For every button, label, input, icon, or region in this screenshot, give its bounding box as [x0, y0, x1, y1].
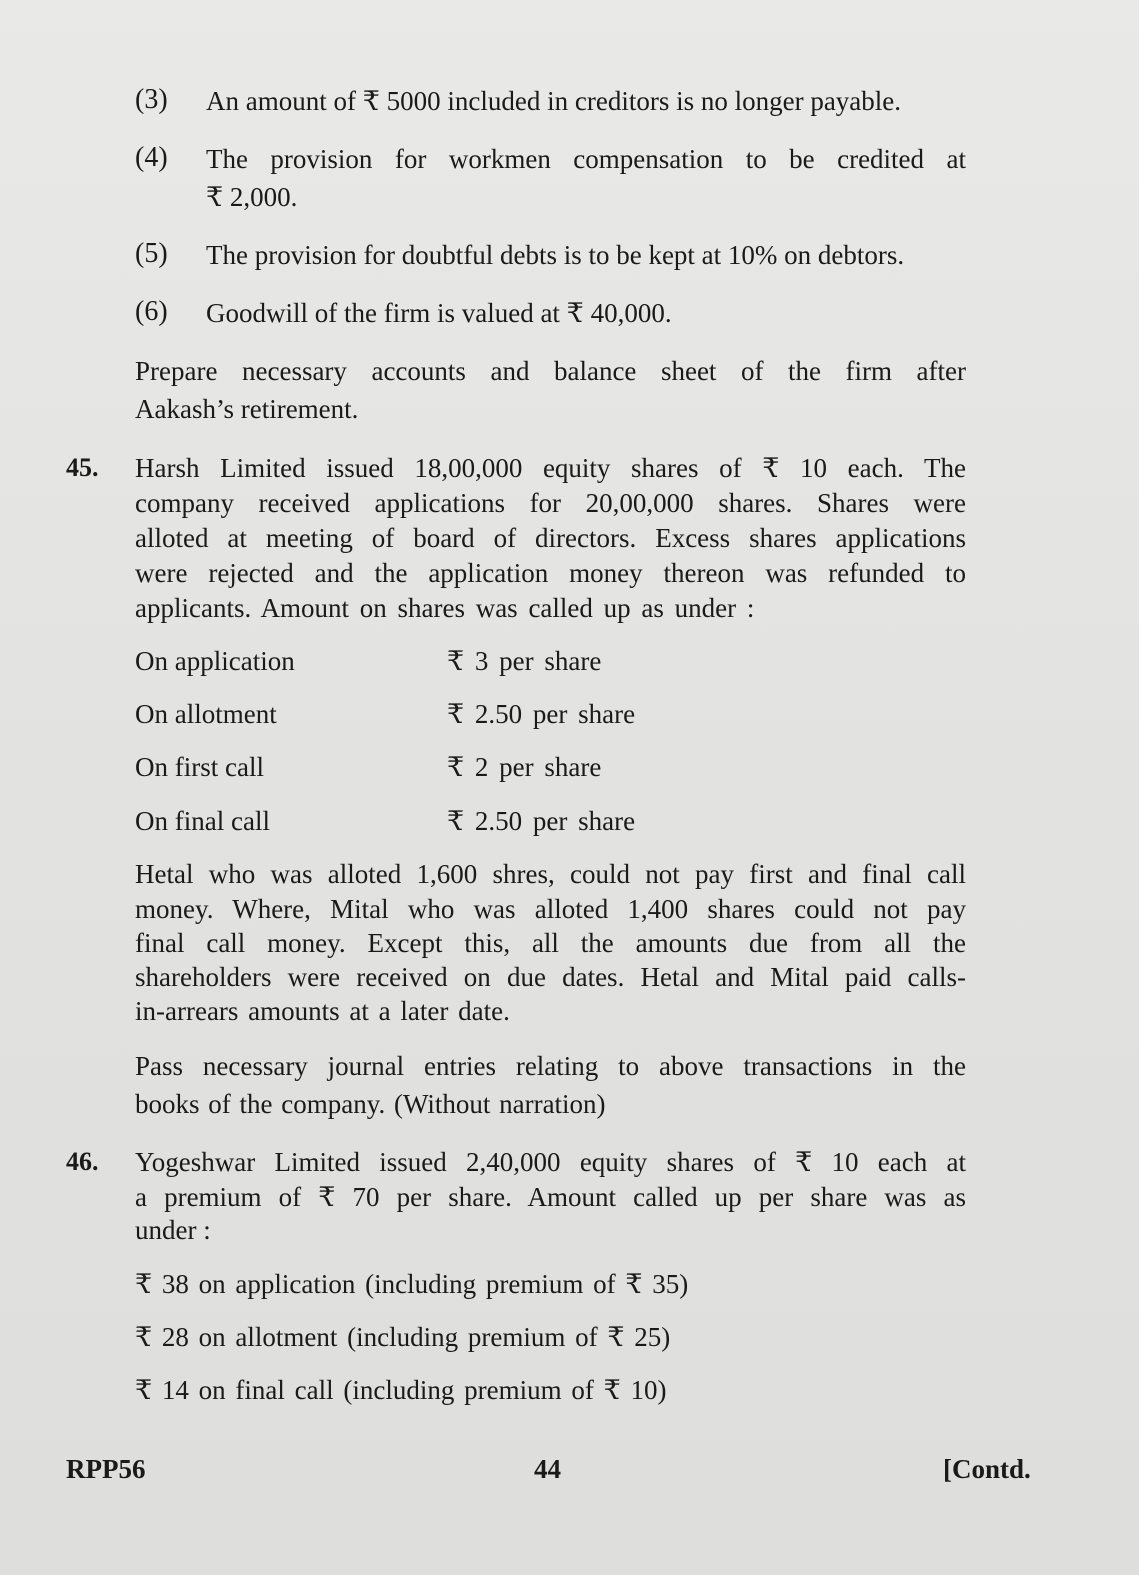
question-text: applicants. Amount on shares was called up as under :: [135, 593, 755, 623]
question-number: 46.: [66, 1147, 99, 1176]
call-amount: ₹ 2.50 per share: [447, 806, 636, 836]
instruction-text: Prepare necessary accounts and balance sheet of the firm after: [135, 356, 966, 386]
paper-code: RPP56: [66, 1454, 146, 1484]
question-text: money. Where, Mital who was alloted 1,400 shares could not pay: [135, 894, 966, 924]
call-label: On allotment: [135, 699, 277, 729]
call-label: On final call: [135, 806, 270, 836]
question-text: final call money. Except this, all the amounts due from all the: [135, 928, 966, 958]
question-text: books of the company. (Without narration): [135, 1089, 606, 1119]
condition-text: The provision for doubtful debts is to be kept at 10% on debtors.: [206, 240, 905, 270]
condition-text: An amount of ₹ 5000 included in creditors is no longer payable.: [206, 86, 902, 116]
question-text: Harsh Limited issued 18,00,000 equity shares of ₹ 10 each. The: [135, 453, 966, 483]
continued-label: [Contd.: [943, 1454, 1031, 1484]
question-text: Pass necessary journal entries relating to above transactions in the: [135, 1051, 966, 1081]
question-text: were rejected and the application money thereon was refunded to: [135, 558, 966, 588]
question-text: under :: [135, 1215, 211, 1245]
question-text: shareholders were received on due dates. Hetal and Mital paid calls-: [135, 962, 966, 992]
call-amount: ₹ 2.50 per share: [447, 699, 636, 729]
question-text: Yogeshwar Limited issued 2,40,000 equity shares of ₹ 10 each at: [135, 1147, 966, 1177]
question-number: 45.: [66, 453, 99, 482]
condition-text: The provision for workmen compensation to be credited at: [206, 144, 966, 174]
question-text: Hetal who was alloted 1,600 shres, could not pay first and final call: [135, 859, 966, 889]
condition-number: (4): [135, 142, 168, 173]
instruction-text: Aakash’s retirement.: [135, 394, 359, 424]
condition-number: (6): [135, 296, 168, 327]
condition-number: (3): [135, 84, 168, 115]
condition-number: (5): [135, 238, 168, 269]
condition-text: ₹ 2,000.: [206, 182, 298, 212]
call-detail: ₹ 38 on application (including premium of ₹ 35): [135, 1269, 689, 1299]
call-detail: ₹ 14 on final call (including premium of ₹ 10): [135, 1375, 667, 1405]
page-number: 44: [534, 1454, 561, 1484]
condition-text: Goodwill of the firm is valued at ₹ 40,000.: [206, 298, 672, 328]
question-text: in-arrears amounts at a later date.: [135, 996, 510, 1026]
call-detail: ₹ 28 on allotment (including premium of ₹ 25): [135, 1322, 671, 1352]
call-amount: ₹ 2 per share: [447, 752, 602, 782]
call-label: On first call: [135, 752, 264, 782]
call-label: On application: [135, 646, 295, 676]
question-text: alloted at meeting of board of directors. Excess shares applications: [135, 523, 966, 553]
question-text: a premium of ₹ 70 per share. Amount called up per share was as: [135, 1182, 966, 1212]
question-text: company received applications for 20,00,000 shares. Shares were: [135, 488, 966, 518]
call-amount: ₹ 3 per share: [447, 646, 602, 676]
